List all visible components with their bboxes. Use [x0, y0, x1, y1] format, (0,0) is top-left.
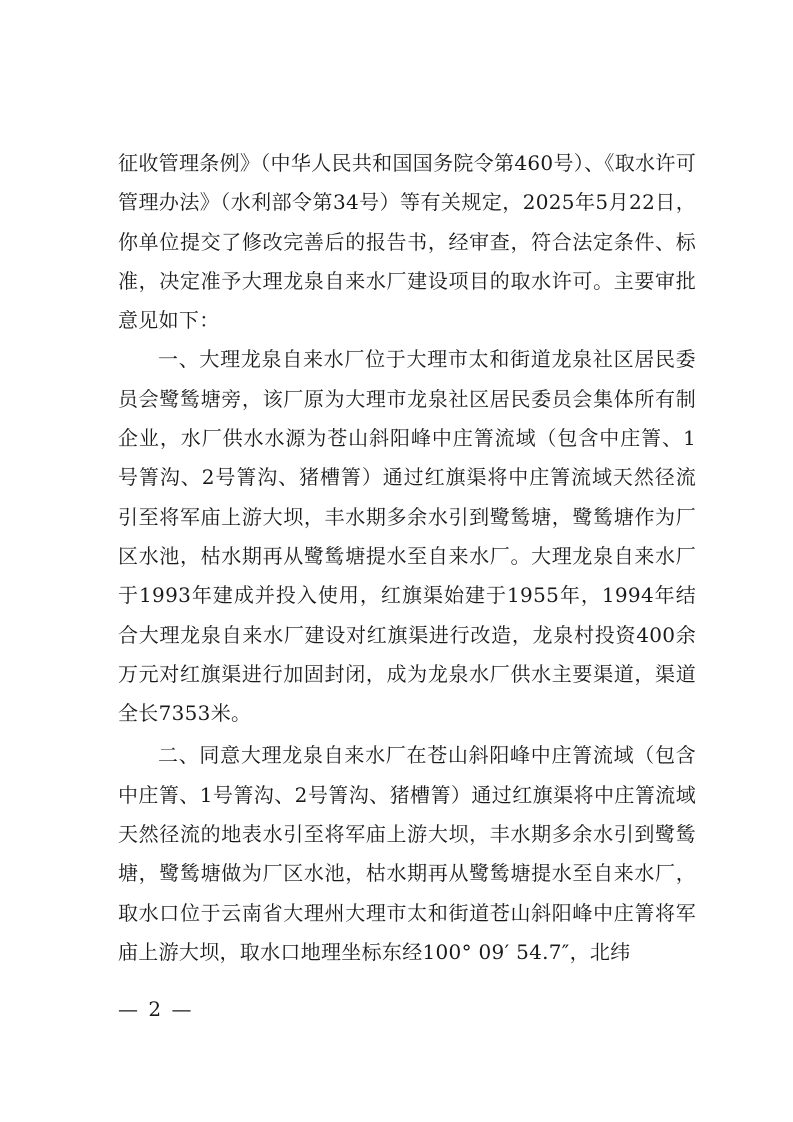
page-number: — 2 — — [118, 997, 194, 1021]
document-body — [118, 144, 696, 972]
paragraph-continuation: 征收管理条例》（中华人民共和国国务院令第460号）、《取水许可管理办法》（水利部令第34号）等有关规定，2025年5月22日，你单位提交了修改完善后的报告书，经审查，符合法定条件、标准，决定准予大理龙泉自来水厂建设项目的取水许可。主要审批意见如下： — [118, 151, 696, 333]
paragraph-item-one: 一、大理龙泉自来水厂位于大理市太和街道龙泉社区居民委员会鹭鸶塘旁，该厂原为大理市龙泉社区居民委员会集体所有制企业，水厂供水水源为苍山斜阳峰中庄箐流域（包含中庄箐、1号箐沟、2号箐沟、猪槽箐）通过红旗渠将中庄箐流域天然径流引至将军庙上游大坝，丰水期多余水引到鹭鸶塘，鹭鸶塘作为厂区水池，枯水期再从鹭鸶塘提水至自来水厂。大理龙泉自来水厂于1993年建成并投入使用，红旗渠始建于1955年，1994年结合大理龙泉自来水厂建设对红旗渠进行改造，龙泉村投资400余万元对红旗渠进行加固封闭，成为龙泉水厂供水主要渠道，渠道全长7353米。 — [118, 347, 696, 726]
paragraph-item-two: 二、同意大理龙泉自来水厂在苍山斜阳峰中庄箐流域（包含中庄箐、1号箐沟、2号箐沟、猪槽箐）通过红旗渠将中庄箐流域天然径流的地表水引至将军庙上游大坝，丰水期多余水引到鹭鸶塘，鹭鸶塘做为厂区水池，枯水期再从鹭鸶塘提水至自来水厂，取水口位于云南省大理州大理市太和街道苍山斜阳峰中庄箐将军庙上游大坝，取水口地理坐标东经100° 09′ 54.7″，北纬 — [118, 743, 696, 964]
